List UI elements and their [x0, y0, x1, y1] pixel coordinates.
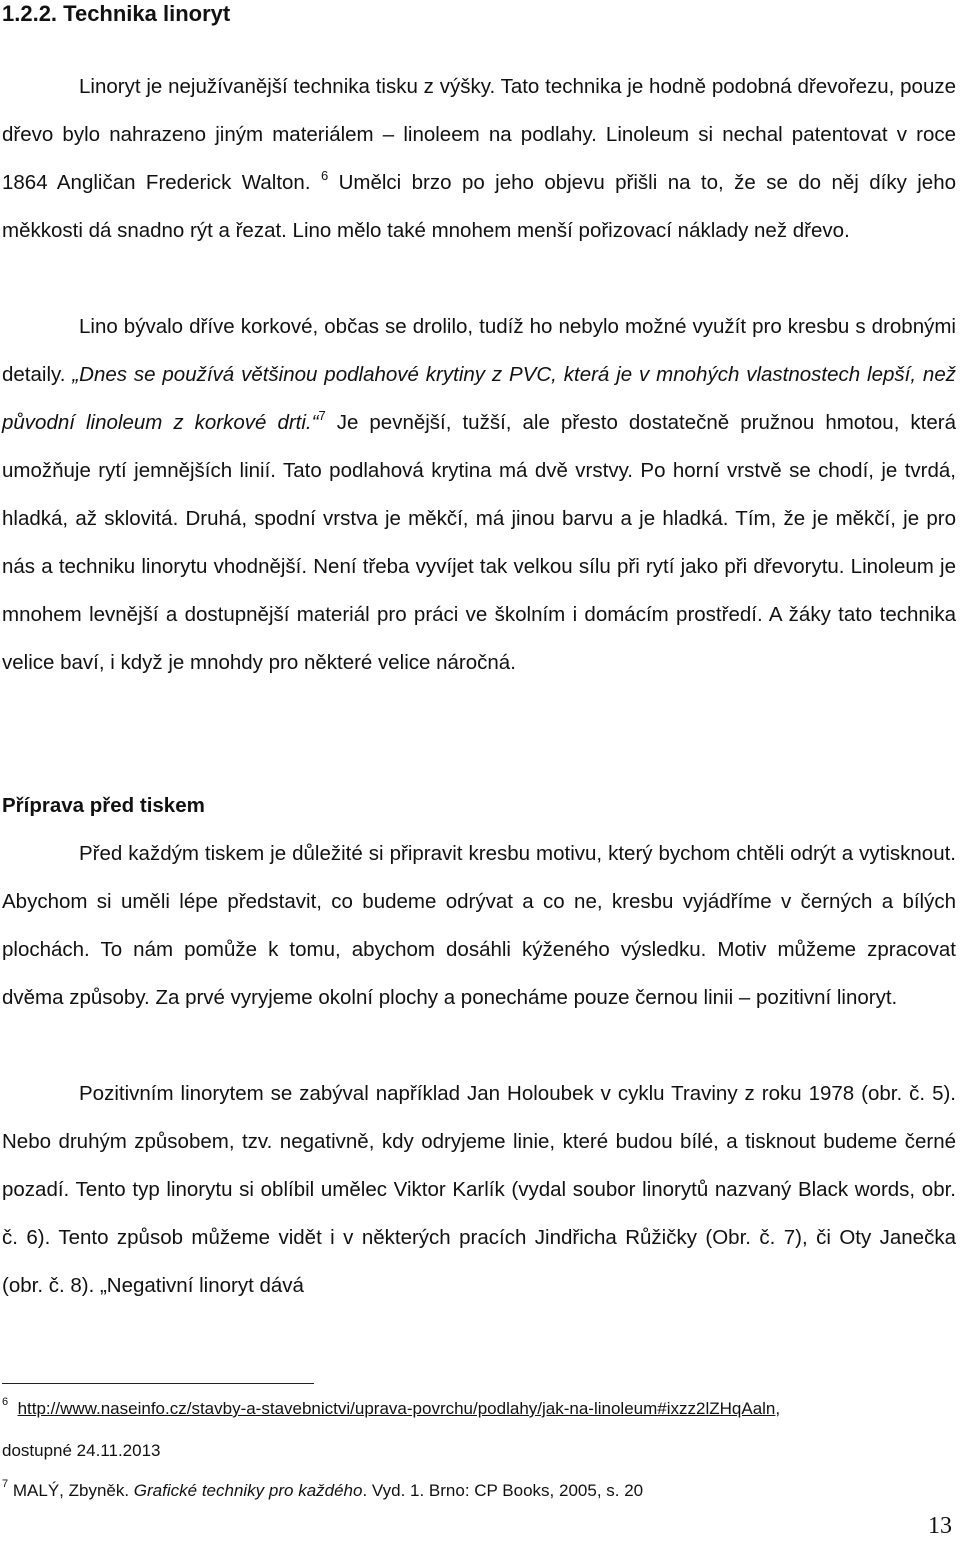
- intro-sentence-2: Umělci brzo po jeho objevu přišli na to, že se do něj díky jeho měkkosti dá snadno rýt a řezat.: [2, 171, 957, 242]
- footnote-6-date: dostupné 24.11.2013: [2, 1441, 161, 1460]
- footnote-7-author: MALÝ, Zbyněk.: [12, 1481, 134, 1500]
- lino-sentence-2: Je pevnější, tužší, ale přesto dostatečně pružnou hmotou, která umožňuje rytí jemnějších linií. Tato podlahová krytina má dvě vrstvy. Po horní vrstvě se chodí, je tvrdá, hladká, až sklovitá. Druhá, spodní vrstva je měkčí, má jinou barvu a je hladká. Tím, že je měkčí, je pro nás a techniku linorytu vhodnější. Není třeba vyvíjet tak velkou sílu při rytí jako při dřevorytu. Linoleum je mnohem levnější a dostupnější materiál pro práci ve školním i domácím prostředí. A žáky tato technika velice baví, i když je mnohdy pro některé velice náročná.: [2, 411, 957, 674]
- lino-sentence-1: Lino bývalo dříve korkové, občas se drolilo, tudíž ho nebylo možné využít pro kresbu s drobnými detaily.: [2, 315, 956, 386]
- subheading-priprava: Příprava před tiskem: [2, 794, 205, 817]
- footnote-6-link[interactable]: http://www.naseinfo.cz/stavby-a-stavebnictvi/uprava-povrchu/podlahy/jak-na-linoleum#ixzz2lZHqAaln: [17, 1399, 776, 1418]
- footnote-6-comma: ,: [775, 1399, 781, 1418]
- page-number: 13: [928, 1513, 952, 1539]
- paragraph-intro: [2, 63, 956, 255]
- footnote-separator: [2, 1383, 314, 1384]
- intro-sentence-3: Lino mělo také mnohem menší pořizovací náklady než dřevo.: [286, 219, 850, 242]
- lino-quote: „Dnes se používá většinou podlahové krytiny z PVC, která je v mnohých vlastnostech lepší, než původní linoleum z korkové drti.“: [2, 363, 956, 434]
- paragraph-preparation: Před každým tiskem je důležité si připravit kresbu motivu, který bychom chtěli odrýt a vytisknout. Abychom si uměli lépe představit, co budeme odrývat a co ne, kresbu vyjádříme v černých a bílých plochách. To nám pomůže k tomu, abychom dosáhli kýženého výsledku. Motiv můžeme zpracovat dvěma způsoby. Za prvé vyryjeme okolní plochy a ponecháme pouze černou linii – pozitivní linoryt.: [2, 842, 956, 1009]
- footnote-7-title: Grafické techniky pro každého: [133, 1481, 363, 1500]
- footnote-7-number: 7: [2, 1478, 9, 1490]
- footnote-ref-6[interactable]: 6: [320, 168, 329, 183]
- footnote-6-number: 6: [2, 1396, 9, 1408]
- paragraph-lino-material: [2, 303, 956, 687]
- footnote-7-rest: . Vyd. 1. Brno: CP Books, 2005, s. 20: [362, 1481, 644, 1500]
- intro-sentence-1: Linoryt je nejužívanější technika tisku z výšky. Tato technika je hodně podobná dřevořezu, pouze dřevo bylo nahrazeno jiným materiálem – linoleem na podlahy. Linoleum si nechal patentovat v roce 1864 Angličan Frederick Walton.: [2, 75, 956, 194]
- section-heading: 1.2.2. Technika linoryt: [2, 1, 231, 26]
- paragraph-positive-negative: Pozitivním linorytem se zabýval například Jan Holoubek v cyklu Traviny z roku 1978 (obr. č. 5). Nebo druhým způsobem, tzv. negativně, kdy odryjeme linie, které budou bílé, a tisknout budeme černé pozadí. Tento typ linorytu si oblíbil umělec Viktor Karlík (vydal soubor linorytů nazvaný Black words, obr. č. 6). Tento způsob můžeme vidět i v některých pracích Jindřicha Růžičky (Obr. č. 7), či Oty Janečka (obr. č. 8). „Negativní linoryt dává: [2, 1082, 956, 1297]
- footnote-ref-7[interactable]: 7: [318, 408, 326, 423]
- footnote-7: [2, 1480, 956, 1502]
- footnote-6: [2, 1398, 956, 1420]
